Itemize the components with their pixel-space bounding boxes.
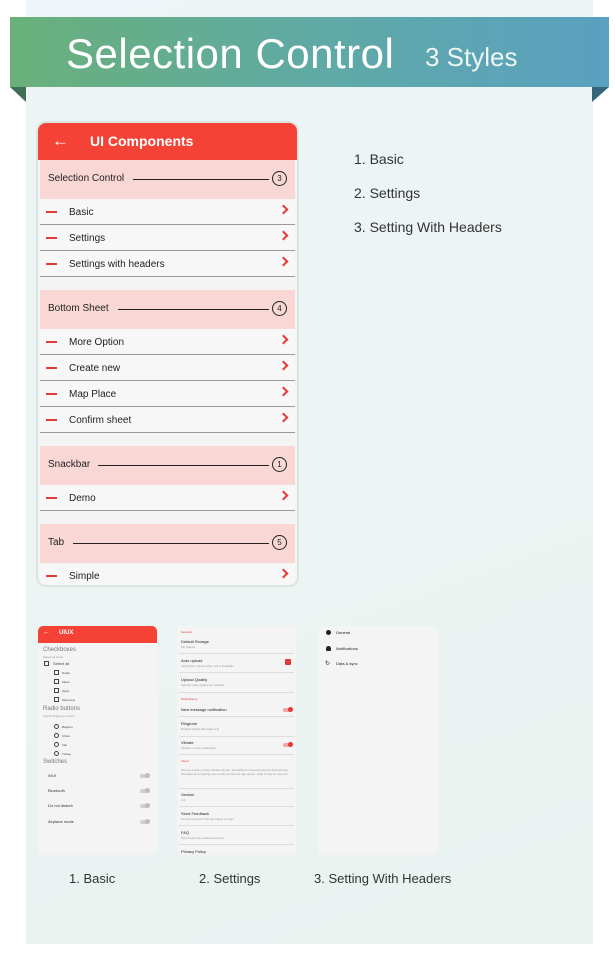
divider [179, 736, 294, 737]
setting-title[interactable]: Privacy Policy [181, 849, 206, 854]
checkbox-label: Nokia [62, 671, 70, 675]
about-text: We are a team of like-minded people, specialized in development of Android App Development creating new trends across the app space. Glad to help to improve [181, 768, 289, 776]
app-bar [38, 123, 297, 160]
list-item-label: More Option [69, 337, 125, 348]
radio-label: Belgium [62, 725, 73, 729]
section-header-tab [40, 524, 295, 563]
list-item-map-place[interactable] [40, 381, 295, 407]
chevron-right-icon [279, 413, 289, 423]
divider [179, 825, 294, 826]
checkbox-label: Oppo [62, 689, 70, 693]
toggle-switch-on[interactable] [283, 708, 292, 712]
about-header: About [181, 759, 189, 763]
list-item-label: Simple [69, 571, 100, 582]
radio-header: Radio buttons [43, 706, 81, 712]
list-item-confirm-sheet[interactable] [40, 407, 295, 433]
list-item-label: Demo [69, 493, 96, 504]
mini-app-title: UIUX [59, 630, 74, 636]
chevron-right-icon [279, 257, 289, 267]
phone-screen [38, 123, 297, 585]
list-item-label: Basic [69, 207, 94, 218]
notifications-header: Notifications [181, 697, 198, 701]
mini-screen-setting-with-headers [318, 626, 437, 855]
section-count-badge: 5 [272, 535, 287, 550]
setting-subtitle: View frequently asked questions [181, 836, 224, 840]
setting-title[interactable]: Auto upload [181, 658, 203, 663]
dash-icon [46, 393, 57, 395]
dash-icon [46, 497, 57, 499]
list-item-simple[interactable] [40, 563, 295, 585]
divider [179, 692, 294, 693]
styles-list-item: 2. Settings [354, 185, 421, 201]
dash-icon [46, 367, 57, 369]
checkbox[interactable] [54, 697, 59, 702]
dash-icon [46, 575, 57, 577]
switches-header: Switches [43, 759, 68, 765]
toggle-switch[interactable] [140, 774, 149, 778]
setting-subtitle: Vibrate on new notification [181, 746, 217, 750]
section-header-selection-control [40, 160, 295, 199]
list-item-more-option[interactable] [40, 329, 295, 355]
banner-subtitle: 3 Styles [425, 42, 518, 72]
general-header: General [181, 630, 192, 634]
dash-icon [46, 263, 57, 265]
section-divider [98, 465, 269, 466]
radio-label: China [62, 734, 70, 738]
toggle-switch[interactable] [140, 804, 149, 808]
divider [179, 653, 294, 654]
back-arrow-icon[interactable]: ← [43, 629, 50, 636]
section-title: Tab [48, 537, 65, 548]
caption-settings: 2. Settings [199, 871, 261, 886]
checkbox-label: Motor [62, 680, 70, 684]
section-divider [73, 543, 269, 544]
divider [179, 754, 294, 755]
setting-title[interactable]: New message notification [181, 707, 227, 712]
list-item-label: Create new [69, 363, 121, 374]
switch-label: Wi-fi [48, 773, 56, 778]
divider [179, 672, 294, 673]
radio-label: Turkey [62, 752, 72, 756]
list-item-label: Settings with headers [69, 259, 165, 270]
section-count-badge: 4 [272, 301, 287, 316]
checkbox[interactable] [54, 670, 59, 675]
switch-label: Do not disturb [48, 803, 73, 808]
back-arrow-icon[interactable]: ← [52, 131, 69, 150]
chevron-right-icon [279, 335, 289, 345]
toggle-switch-on[interactable] [283, 743, 292, 747]
select-all-checkbox[interactable] [44, 661, 49, 666]
setting-subtitle: Got any queries? We are happy to help! [181, 817, 234, 821]
checkbox[interactable] [54, 679, 59, 684]
section-count-badge: 1 [272, 457, 287, 472]
section-divider [118, 309, 269, 310]
setting-title: Version [181, 792, 195, 797]
chevron-right-icon [279, 387, 289, 397]
checkbox-label: Samsung [62, 698, 75, 702]
chevron-right-icon [279, 205, 289, 215]
banner-fold-right [592, 87, 609, 102]
radio-subtitle: Select Shipping country [43, 714, 75, 718]
section-header-bottom-sheet [40, 290, 295, 329]
toggle-switch[interactable] [140, 789, 149, 793]
bell-icon [326, 646, 331, 651]
setting-subtitle: Specify video quality for uploads [181, 683, 225, 687]
divider [179, 806, 294, 807]
setting-subtitle: Default (Notice Message 01) [181, 727, 220, 731]
section-title: Bottom Sheet [48, 303, 109, 314]
switch-label: Bluetooth [48, 788, 65, 793]
list-item-demo[interactable] [40, 485, 295, 511]
radio-button[interactable] [54, 751, 59, 756]
setting-subtitle: 4.4 [181, 798, 186, 802]
dash-icon [46, 341, 57, 343]
section-title: Selection Control [48, 173, 125, 184]
list-item-basic[interactable] [40, 199, 295, 225]
caption-basic: 1. Basic [69, 871, 116, 886]
chevron-right-icon [279, 231, 289, 241]
select-all-label: Select all [53, 661, 70, 666]
setting-subtitle: Upload the videos when wifi is available [181, 664, 234, 668]
toggle-switch[interactable] [140, 820, 149, 824]
styles-list-item: 3. Setting With Headers [354, 219, 502, 235]
list-item-label: Confirm sheet [69, 415, 132, 426]
section-header-snackbar [40, 446, 295, 485]
dash-icon [46, 419, 57, 421]
list-item-label: Settings [69, 233, 106, 244]
divider [179, 788, 294, 789]
header-item[interactable]: Data & sync [336, 661, 358, 666]
info-icon [326, 630, 331, 635]
list-item-settings-with-headers[interactable] [40, 251, 295, 277]
section-divider [133, 179, 269, 180]
list-item-label: Map Place [69, 389, 117, 400]
mini-screen-basic [38, 626, 157, 855]
setting-subtitle: My Videos [181, 645, 195, 649]
divider [179, 844, 294, 845]
list-item-settings[interactable] [40, 225, 295, 251]
dash-icon [46, 237, 57, 239]
radio-button[interactable] [54, 733, 59, 738]
checkboxes-header: Checkboxes [43, 647, 77, 653]
sync-icon: ↻ [325, 661, 331, 667]
setting-title[interactable]: Upload Quality [181, 677, 208, 682]
dash-icon [46, 211, 57, 213]
checkboxes-subtitle: Select all items [43, 655, 64, 659]
setting-title[interactable]: Vibrate [181, 740, 194, 745]
banner-fold-left [10, 87, 26, 102]
setting-title[interactable]: FAQ [181, 830, 190, 835]
header-item[interactable]: Notifications [336, 646, 358, 651]
setting-title[interactable]: Default Storage [181, 639, 209, 644]
styles-list-item: 1. Basic [354, 151, 404, 167]
setting-title[interactable]: Ringtone [181, 721, 198, 726]
setting-title[interactable]: Send Feedback [181, 811, 210, 816]
list-item-create-new[interactable] [40, 355, 295, 381]
switch-label: Airplane mode [48, 819, 74, 824]
chevron-right-icon [279, 361, 289, 371]
mini-app-bar [38, 626, 157, 643]
divider [179, 716, 294, 717]
radio-button[interactable] [54, 724, 59, 729]
chevron-right-icon [279, 491, 289, 501]
mini-screen-settings [177, 626, 296, 855]
banner-title: Selection Control [66, 30, 395, 77]
app-title: UI Components [90, 133, 194, 149]
checkbox[interactable] [54, 688, 59, 693]
styles-list [354, 150, 502, 252]
caption-setting-with-headers: 3. Setting With Headers [314, 871, 452, 886]
radio-label: Iran [62, 743, 68, 747]
radio-button[interactable] [54, 742, 59, 747]
section-title: Snackbar [48, 459, 91, 470]
section-count-badge: 3 [272, 171, 287, 186]
chevron-right-icon [279, 569, 289, 579]
auto-upload-checkbox[interactable] [285, 659, 291, 665]
header-item[interactable]: General [336, 630, 351, 635]
